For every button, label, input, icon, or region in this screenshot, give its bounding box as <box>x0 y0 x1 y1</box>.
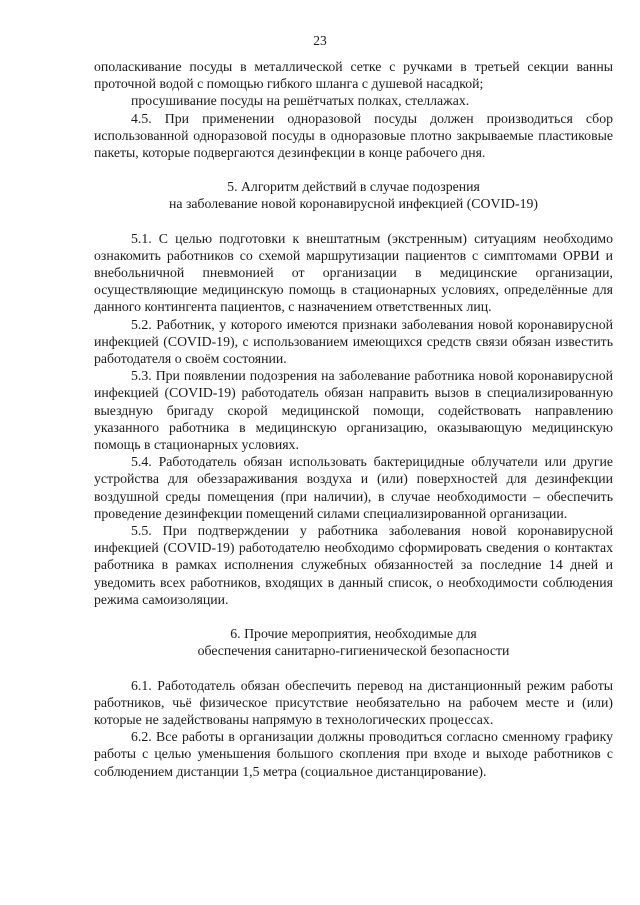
section-5-heading-line1: 5. Алгоритм действий в случае подозрения <box>227 179 480 195</box>
paragraph-drying: просушивание посуды на решётчатых полках, стеллажах. <box>131 93 470 109</box>
paragraph-5-2: 5.2. Работник, у которого имеются признаки заболевания новой коронавирусной инфекцией (COVID-19), с использованием имеющихся средств связи обязан известить работодателя о своём состоянии. <box>94 316 613 367</box>
paragraph-5-3: 5.3. При появлении подозрения на заболевание работника новой коронавирусной инфекцией (COVID-19) работодатель обязан направить вызов в специализированную выездную бригаду скорой медицинской помощи, содействовать направлению указанного работника в медицинскую организацию, оказывающую медицинскую помощь в стационарных условиях. <box>94 368 613 453</box>
paragraph-5-4: 5.4. Работодатель обязан использовать бактерицидные облучатели или другие устройства для обеззараживания воздуха и (или) поверхностей для дезинфекции воздушной среды помещения (при наличии), в случае необходимости – обеспечить проведение дезинфекции помещений силами специализированной организации. <box>94 454 613 521</box>
document-body <box>94 58 613 780</box>
paragraph-5-1: 5.1. С целью подготовки к внештатным (экстренным) ситуациям необходимо ознакомить работников со схемой маршрутизации пациентов с симптомами ОРВИ и внебольничной пневмонией от организации в медицинские организации, осуществляющие медицинскую помощь в стационарных условиях, определённые для данного контингента пациентов, с назначением ответственных лиц. <box>94 230 613 315</box>
section-6-heading-line2: обеспечения санитарно-гигиенической безопасности <box>197 643 510 659</box>
paragraph-6-1: 6.1. Работодатель обязан обеспечить перевод на дистанционный режим работы работников, чьё физическое присутствие необязательно на рабочем месте и (или) которые не задействованы напрямую в технологических процессах. <box>94 677 613 727</box>
section-6-heading-line1: 6. Прочие мероприятия, необходимые для <box>230 626 477 642</box>
paragraph-4-5: 4.5. При применении одноразовой посуды должен производиться сбор использованной одноразовой посуды в одноразовые плотно закрываемые пластиковые пакеты, которые подвергаются дезинфекции в конце рабочего дня. <box>94 110 613 161</box>
paragraph-5-5: 5.5. При подтверждении у работника заболевания новой коронавирусной инфекцией (COVID-19) работодателю необходимо сформировать сведения о контактах работника в рамках исполнения служебных обязанностей за последние 14 дней и уведомить всех работников, входящих в данный список, о необходимости соблюдения режима самоизоляции. <box>94 523 613 607</box>
paragraph-rinsing: ополаскивание посуды в металлической сетке с ручками в третьей секции ванны проточной водой с помощью гибкого шланга с душевой насадкой; <box>94 59 613 92</box>
section-5-heading-line2: на заболевание новой коронавирусной инфекцией (COVID-19) <box>169 196 538 212</box>
page-number: 23 <box>313 33 327 48</box>
paragraph-6-2: 6.2. Все работы в организации должны проводиться согласно сменному графику работы с целью уменьшения большого скопления при входе и выходе работников с соблюдением дистанции 1,5 метра (социальное дистанцирование). <box>94 729 613 779</box>
